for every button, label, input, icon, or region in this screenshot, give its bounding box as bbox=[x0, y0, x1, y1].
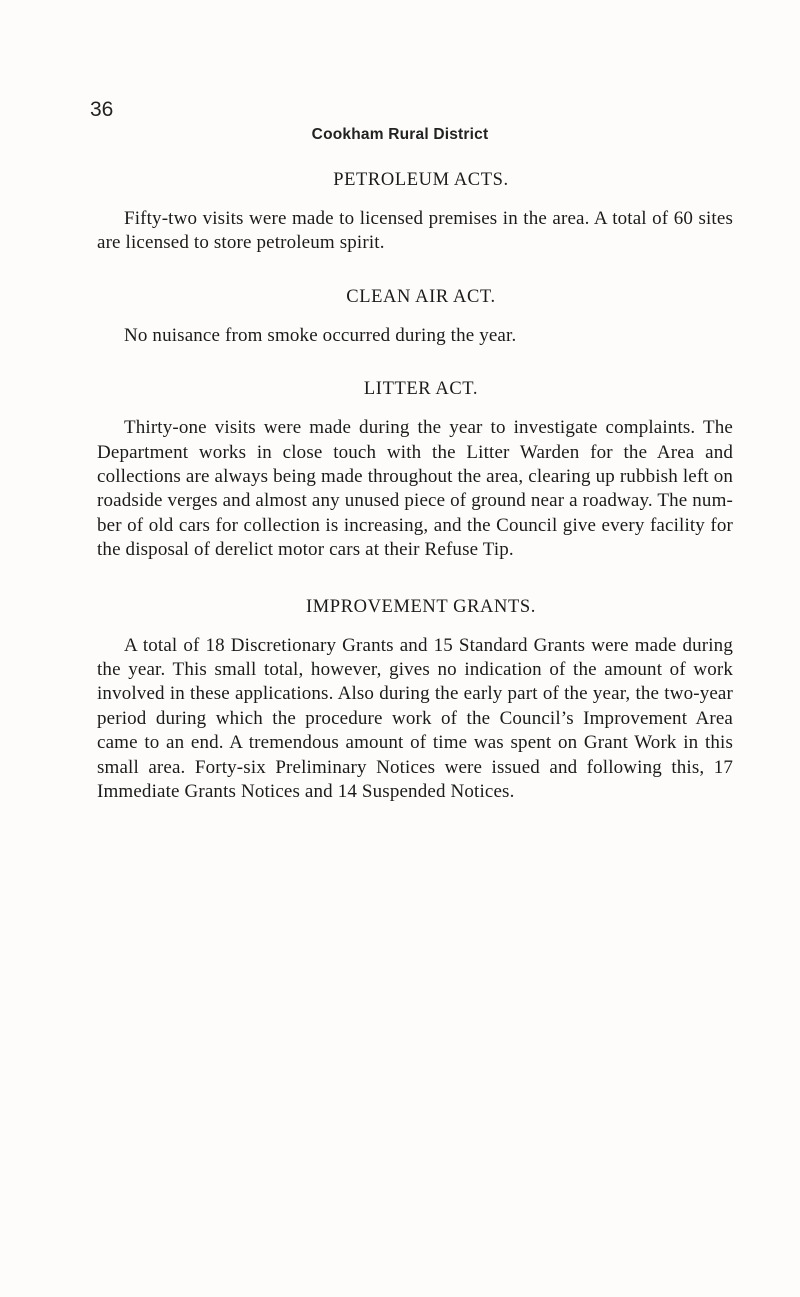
running-head: Cookham Rural District bbox=[311, 126, 489, 143]
page-number: 36 bbox=[90, 98, 114, 121]
section-paragraph: A total of 18 Discretionary Grants and 15 Standard Grants were made during the year. This small total, however, gives no indication of the amount of work involved in these applications. Also during the early part of the year, the two-year period during which the procedure work of the Council’s Improvement Area came to an end. A tremendous amount of time was spent on Grant Work in this small area. Forty-six Preliminary Notices were issued and following this, 17 Immediate Grants Notices and 14 Suspended Notices. bbox=[97, 634, 733, 803]
section-clean-air-act bbox=[97, 285, 733, 348]
section-title: PETROLEUM ACTS. bbox=[333, 170, 509, 190]
section-title: CLEAN AIR ACT. bbox=[346, 286, 496, 307]
section-petroleum-acts bbox=[97, 168, 733, 256]
section-title: IMPROVEMENT GRANTS. bbox=[306, 596, 536, 617]
section-title: LITTER ACT. bbox=[363, 379, 479, 400]
section-litter-act bbox=[97, 377, 733, 562]
section-paragraph: No nuisance from smoke occurred during the year. bbox=[124, 324, 517, 346]
document-body bbox=[97, 168, 733, 805]
section-paragraph: Fifty-two visits were made to licensed premises in the area. A total of 60 sites are licensed to store petroleum spirit. bbox=[97, 208, 733, 254]
section-paragraph: Thirty-one visits were made during the year to investigate complaints. The Department works in close touch with the Litter Warden for the Area and collections are always being made throughout the area, clearing up rubbish left on roadside verges and almost any unused piece of ground near a roadway. The num- ber of old cars for collection is increasing, and the Council give every facility for the disposal of derelict motor cars at their Refuse Tip. bbox=[97, 417, 733, 561]
section-improvement-grants bbox=[97, 595, 733, 805]
